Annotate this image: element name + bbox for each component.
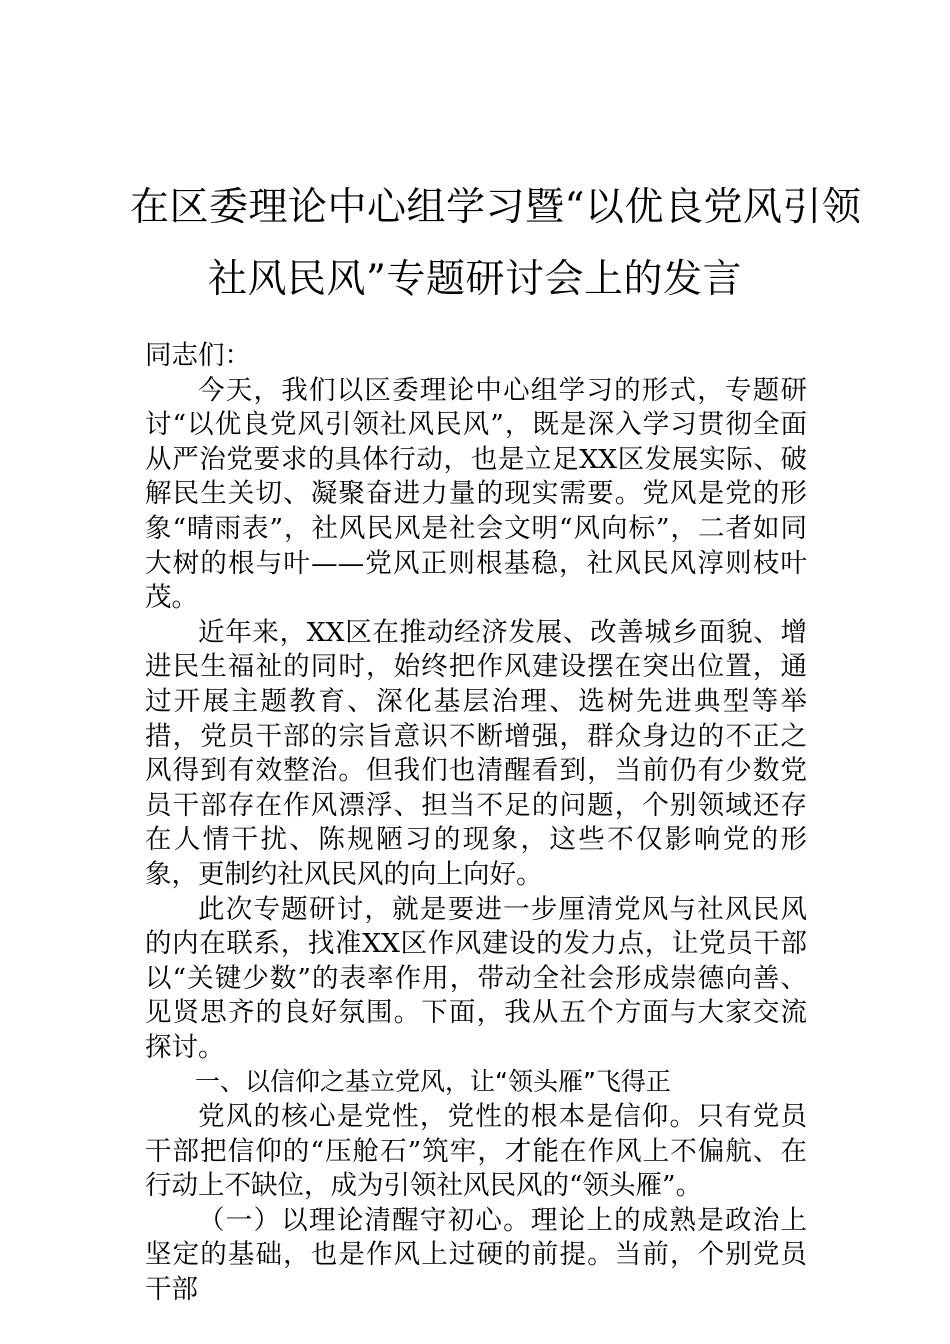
title-line-2: 社风民风”专题研讨会上的发言	[208, 257, 742, 302]
paragraph-purpose: 此次专题研讨，就是要进一步厘清党风与社风民风的内在联系，找准XX区作风建设的发力点，让党员干部以“关键少数”的表率作用，带动全社会形成崇德向善、见贤思齐的良好氛围。下面，我从五个方面与大家交流探讨。	[145, 893, 807, 1063]
section-1-paragraph: 党风的核心是党性，党性的根本是信仰。只有党员干部把信仰的“压舱石”筑牢，才能在作风上不偏航、在行动上不缺位，成为引领社风民风的“领头雁”。	[145, 1101, 807, 1202]
paragraph-intro: 今天，我们以区委理论中心组学习的形式，专题研讨“以优良党风引领社风民风”，既是深入学习贯彻全面从严治党要求的具体行动，也是立足XX区发展实际、破解民生关切、凝聚奋进力量的现实需要。党风是党的形象“晴雨表”，社风民风是社会文明“风向标”，二者如同大树的根与叶——党风正则根基稳，社风民风淳则枝叶茂。	[145, 374, 807, 614]
document-title	[130, 172, 862, 316]
section-heading-1: 一、以信仰之基立党风，让“领头雁”飞得正	[195, 1067, 671, 1097]
title-line-1: 在区委理论中心组学习暨“以优良党风引领	[130, 185, 862, 230]
subsection-1: （一）以理论清醒守初心。理论上的成熟是政治上坚定的基础，也是作风上过硬的前提。当前，个别党员干部	[145, 1204, 807, 1306]
salutation: 同志们：	[145, 340, 251, 371]
paragraph-background: 近年来，XX区在推动经济发展、改善城乡面貌、增进民生福祉的同时，始终把作风建设摆在突出位置，通过开展主题教育、深化基层治理、选树先进典型等举措，党员干部的宗旨意识不断增强，群众身边的不正之风得到有效整治。但我们也清醒看到，当前仍有少数党员干部存在作风漂浮、担当不足的问题，个别领域还存在人情干扰、陈规陋习的现象，这些不仅影响党的形象，更制约社风民风的向上向好。	[145, 616, 807, 890]
document-body	[145, 339, 807, 1308]
